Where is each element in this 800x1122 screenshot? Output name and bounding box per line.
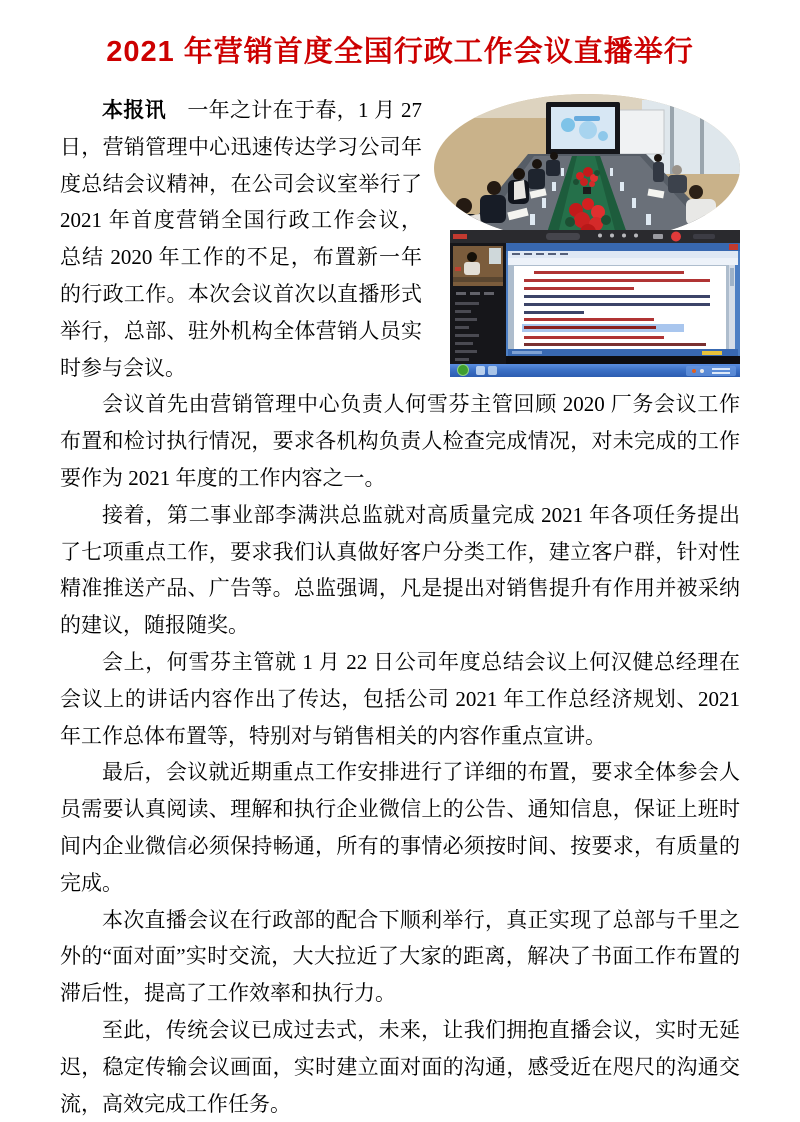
paragraph-1: 本报讯 一年之计在于春，1 月 27 日，营销管理中心迅速传达学习公司年度总结会议精神，在公司会议室举行了 2021 年首度营销全国行政工作会议，总结 2020 年工作的不足，布置新一年的行政工作。本次会议首次以直播形式举行，总部、驻外机构全体营销人员实时参与会议。 [60,98,422,380]
video-conference-screenshot [450,230,740,377]
participants-sidebar [450,243,506,364]
paragraph-3: 接着，第二事业部李满洪总监就对高质量完成 2021 年各项任务提出了七项重点工作，要求我们认真做好客户分类工作，建立客户群，针对性精准推送产品、广告等。总监强调，凡是提出对销售提升有作用并被采纳的建议，随报随奖。 [60,502,740,638]
windows-taskbar [450,364,740,377]
article-title: 2021 年营销首度全国行政工作会议直播举行 [106,36,694,68]
document-window [506,243,740,356]
close-icon [729,244,738,250]
paragraph-2: 会议首先由营销管理中心负责人何雪芬主管回顾 2020 厂务会议工作布置和检讨执行情况，要求各机构负责人检查完成情况，对未完成的工作要作为 2021 年度的工作内容之一。 [60,392,740,490]
meeting-toolbar [450,230,740,243]
presenter-video-thumbnail [453,246,503,286]
paragraph-5: 最后，会议就近期重点工作安排进行了详细的布置，要求全体参会人员需要认真阅读、理解和执行企业微信上的公告、通知信息，保证上班时间内企业微信必须保持畅通，所有的事情必须按时间、按要求，有质量的完成。 [60,760,740,895]
end-call-button [671,232,681,242]
photo-block [434,94,740,378]
paragraph-7: 至此，传统会议已成过去式，未来，让我们拥抱直播会议，实时无延迟，稳定传输会议画面，实时建立面对面的沟通，感受近在咫尺的沟通交流，高效完成工作任务。 [60,1017,740,1116]
meeting-room-photo [434,94,740,242]
start-button [458,365,469,376]
paragraph-4: 会上，何雪芬主管就 1 月 22 日公司年度总结会议上何汉健总经理在会议上的讲话内容作出了传达，包括公司 2021 年工作总经济规划、2021 年工作总体布置等，特别对与销售相关的内容作重点宣讲。 [60,649,740,748]
lead-label: 本报讯 [102,98,166,122]
paragraph-6: 本次直播会议在行政部的配合下顺利举行，真正实现了总部与千里之外的“面对面”实时交流，大大拉近了大家的距离，解决了书面工作布置的滞后性，提高了工作效率和执行力。 [60,907,740,1006]
article-body [60,92,740,1122]
